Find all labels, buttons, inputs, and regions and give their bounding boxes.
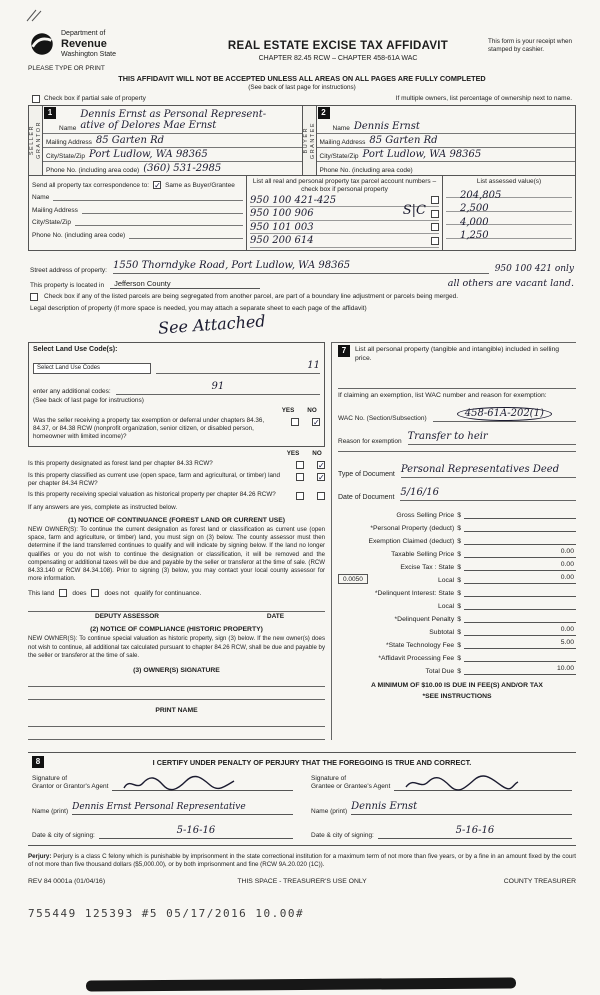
personal-property-deduct-value[interactable] [464, 522, 576, 532]
grantor-name-value: Dennis Ernst Personal Representative [72, 802, 246, 813]
assessed-value-4: 1,250 [460, 230, 489, 242]
located-in-label: This property is located in [30, 281, 105, 289]
q4-no-checkbox[interactable] [317, 492, 325, 500]
doc-type-label: Type of Document [338, 471, 395, 479]
grantor-sig-label: Signature of Grantor or Grantor's Agent [32, 774, 109, 790]
excise-tax-table [338, 506, 576, 675]
question-1-text: Was the seller receiving a property tax exemption or deferral under chapters 84.36, 84.37, or 84.38 RCW (nonprofit organization, senior citizen, or disabled person, homeowner with limited income)? [33, 416, 265, 441]
warning-line: THIS AFFIDAVIT WILL NOT BE ACCEPTED UNLESS ALL AREAS ON ALL PAGES ARE FULLY COMPLETED [118, 73, 486, 83]
grantor-signature-line[interactable] [112, 773, 293, 791]
buyer-band [303, 106, 317, 175]
parcel-1-personal-checkbox[interactable] [431, 196, 439, 204]
corr-phone-label: Phone No. (including area code) [32, 231, 126, 239]
see-instructions-note: *SEE INSTRUCTIONS [422, 692, 492, 700]
does-checkbox[interactable] [59, 589, 67, 597]
does-not-label: does not [104, 589, 130, 597]
money-row-total-due: Total Due $ 10.00 [425, 665, 574, 676]
grantee-sig-label: Signature of Grantee or Grantee's Agent [311, 774, 391, 790]
corr-city-input[interactable] [75, 217, 243, 226]
buyer-city-value: Port Ludlow, WA 98365 [362, 148, 482, 160]
agency-dept: Department of [61, 30, 106, 37]
parcel-annotation: S|C [402, 202, 426, 218]
money-row-exemption: Exemption Claimed (deduct) $ [338, 532, 576, 545]
mid-section [28, 176, 576, 251]
seller-address-label: Mailing Address [46, 138, 92, 146]
grantee-name-value: Dennis Ernst [351, 801, 418, 813]
notice2-title: (2) NOTICE OF COMPLIANCE (HISTORIC PROPERTY) [90, 626, 263, 634]
notice1-body: NEW OWNER(S): To continue the current designation as forest land or classification as current use (open space, farm and agriculture, or timber) land, you must sign on (3) below. The county assessor must then determine if the land transferred continues to qualify and will indicate by signing below. If the land no longer qualifies or you do not wish to continue the designation or classification, it will be removed and the compensating or additional taxes will be due and payable by the seller or transferor at the time of sale. (RCW 84.33.140 or RCW 84.34.108). Prior to signing (3) below, you may contact your local county assessor for more information. [28, 525, 325, 583]
no-header-1: NO [307, 406, 317, 414]
q1-yes-checkbox[interactable] [291, 418, 299, 426]
dollar-sign: $ [457, 655, 461, 663]
form-title: REAL ESTATE EXCISE TAX AFFIDAVIT [227, 40, 449, 52]
corr-name-input[interactable] [53, 192, 243, 201]
parcel-numbers-box [247, 176, 443, 250]
corr-city-label: City/State/Zip [32, 219, 72, 227]
seller-band-word2: GRANTOR [36, 121, 42, 160]
seller-band-word1: SELLER [29, 125, 35, 156]
print-name-line-1[interactable] [28, 714, 325, 727]
document-block [338, 451, 576, 501]
parcel-number-1: 950 100 421-425 [250, 194, 337, 206]
state-technology-fee-value: 5.00 [464, 639, 576, 649]
revenue-logo [28, 31, 56, 57]
receipt-note: This form is your receipt when stamped by cashier. [488, 38, 572, 54]
dollar-sign: $ [457, 616, 461, 624]
exemption-box [338, 388, 576, 445]
owner-signature-line-1[interactable] [28, 674, 325, 687]
chapter-line: CHAPTER 82.45 RCW – CHAPTER 458-61A WAC [258, 55, 418, 62]
dollar-sign: $ [457, 590, 461, 598]
same-as-buyer-checkbox[interactable]: ✓ [154, 180, 161, 190]
partial-sale-row [28, 95, 576, 103]
delinquent-penalty-value[interactable] [464, 613, 576, 623]
buyer-band-word1: BUYER [302, 127, 309, 154]
notice2-body: NEW OWNER(S): To continue special valuation as historic property, sign (3) below. If the new owner(s) does not wish to continue, all additional tax calculated pursuant to chapter 84.26 RCW, shall be due and payable by the seller or transferor at the time of sale. [28, 635, 325, 659]
excise-state-value: 0.00 [464, 561, 576, 571]
q1-no-checkbox[interactable]: ✓ [313, 417, 320, 427]
perjury-note [28, 853, 576, 870]
corr-address-label: Mailing Address [32, 206, 78, 214]
dollar-sign: $ [457, 577, 461, 585]
buyer-band-word2: GRANTEE [309, 121, 316, 159]
money-row-local-rate: 0.0050 Local $ 0.00 [338, 571, 576, 584]
parcel-numbers-header: List all real and personal property tax parcel account numbers – check box if personal property [252, 177, 437, 193]
perjury-bold: Perjury: [28, 853, 52, 861]
additional-codes-value: 91 [211, 380, 225, 392]
parcel-4-personal-checkbox[interactable] [431, 237, 439, 245]
question-4-text: Is this property receiving special valuation as historical property per chapter 84.26 RCW? [28, 490, 276, 498]
dollar-sign: $ [457, 629, 461, 637]
buyer-name-value: Dennis Ernst [353, 120, 420, 132]
dollar-sign: $ [457, 668, 461, 676]
pencil-mark [24, 8, 44, 24]
partial-sale-checkbox[interactable] [32, 95, 40, 103]
question-3-text: Is this property classified as current use (open space, farm and agricultural, or timber) land per chapter 84.34 RCW? [28, 471, 280, 487]
please-type-or-print: PLEASE TYPE OR PRINT [28, 64, 105, 72]
parcel-3-personal-checkbox[interactable] [431, 223, 439, 231]
certify-statement: I CERTIFY UNDER PENALTY OF PERJURY THAT THE FOREGOING IS TRUE AND CORRECT. [152, 757, 472, 767]
money-row-taxable: Taxable Selling Price $ 0.00 [391, 548, 574, 559]
assessed-values-box [443, 176, 575, 250]
dollar-sign: $ [457, 551, 461, 559]
no-header-2: NO [312, 449, 322, 457]
grantor-date-label: Date & city of signing: [32, 832, 95, 840]
owners-signature-title: (3) OWNER(S) SIGNATURE [133, 667, 220, 675]
does-not-checkbox[interactable] [91, 589, 99, 597]
buyer-address-value: 85 Garten Rd [369, 134, 438, 146]
dollar-sign: $ [457, 564, 461, 572]
certification-section [28, 752, 576, 846]
treasurer-space-label: THIS SPACE - TREASURER'S USE ONLY [237, 877, 367, 885]
seller-phone-value: (360) 531-2985 [143, 162, 222, 174]
segregated-checkbox[interactable] [30, 293, 38, 301]
deputy-date-label: DATE [266, 613, 285, 621]
local-rate-box: 0.0050 [338, 574, 368, 584]
money-row-tech-fee: *State Technology Fee $ 5.00 [385, 639, 574, 650]
select-land-use-label: Select Land Use Code(s): [33, 345, 118, 353]
grantor-signature [120, 775, 240, 793]
taxable-selling-price-value: 0.00 [464, 548, 576, 558]
parcel-2-personal-checkbox[interactable] [431, 210, 439, 218]
doc-date-label: Date of Document [338, 494, 395, 502]
dollar-sign: $ [457, 538, 461, 546]
assessed-value-3: 4,000 [460, 216, 489, 228]
assessed-value-2: 2,500 [460, 203, 489, 215]
grantee-date-value: 5-16-16 [455, 825, 495, 837]
seller-city-value: Port Ludlow, WA 98365 [89, 148, 208, 160]
parcel-number-4: 950 200 614 [250, 235, 314, 247]
dollar-sign: $ [457, 525, 461, 533]
corr-name-label: Name [32, 194, 50, 202]
reason-label: Reason for exemption [338, 438, 402, 446]
multiple-owners-label: If multiple owners, list percentage of ownership next to name. [395, 95, 572, 103]
money-row-excise-state: Excise Tax : State $ 0.00 [400, 561, 574, 572]
section-8-badge: 8 [32, 756, 44, 768]
seller-city-label: City/State/Zip [46, 152, 86, 160]
wac-label: WAC No. (Section/Subsection) [338, 415, 427, 423]
personal-property-blank[interactable] [338, 363, 576, 385]
grantee-signature-line[interactable] [394, 773, 572, 791]
q3-no-checkbox[interactable]: ✓ [318, 472, 325, 482]
does-label: does [72, 589, 87, 597]
buyer-box [302, 106, 576, 175]
q3-yes-checkbox[interactable] [296, 473, 304, 481]
exemption-claimed-value[interactable] [464, 535, 576, 545]
legal-description-value: See Attached [157, 311, 267, 338]
buyer-name-label: Name [332, 124, 350, 132]
grantor-signature-block [32, 773, 293, 839]
section-7-column [332, 342, 576, 740]
cashier-stamp: 755449 125393 #5 05/17/2016 10.00# [28, 906, 305, 920]
corr-address-input[interactable] [82, 205, 243, 214]
same-as-buyer-label: Same as Buyer/Grantee [165, 181, 235, 189]
this-land-label: This land [28, 589, 55, 597]
located-county-value: Jefferson County [110, 279, 260, 289]
reason-value: Transfer to heir [407, 431, 488, 443]
wac-value: 458-61A-202(1) [457, 407, 552, 421]
segregated-label: Check box if any of the listed parcels are being segregated from another parcel, are part of a boundary line adjustment or parcels being merged. [44, 293, 459, 301]
land-use-code-value: 11 [307, 359, 320, 371]
agency-name: Revenue [61, 38, 107, 51]
footer-row [28, 878, 576, 885]
money-row-delinq-interest-state: *Delinquent Interest: State $ [338, 584, 576, 597]
assessed-value-1: 204,805 [460, 189, 502, 201]
grantor-date-value: 5-16-16 [176, 825, 216, 837]
yes-header-1: YES [281, 406, 295, 414]
deputy-assessor-label: DEPUTY ASSESSOR [95, 613, 159, 621]
parcel-number-3: 950 101 003 [250, 221, 314, 233]
dollar-sign: $ [457, 512, 461, 520]
assessed-values-header: List assessed value(s) [476, 177, 542, 185]
seller-box [29, 106, 302, 175]
seller-phone-label: Phone No. (including area code) [46, 166, 140, 174]
affidavit-processing-fee-value[interactable] [464, 652, 576, 662]
seller-name-value: Dennis Ernst as Personal Represent- ative of Delores Mae Ernst [80, 108, 267, 132]
q2-yes-checkbox[interactable] [296, 461, 304, 469]
scan-artifact-bar [86, 977, 516, 991]
buyer-phone-label: Phone No. (including area code) [319, 166, 413, 174]
yes-header-2: YES [286, 449, 300, 457]
dollar-sign: $ [457, 603, 461, 611]
money-row-gross: Gross Selling Price $ [338, 506, 576, 519]
grantee-signature-block [311, 773, 572, 839]
street-address-note: 950 100 421 only [494, 263, 574, 274]
question-2-text: Is this property designated as forest land per chapter 84.33 RCW? [28, 459, 213, 467]
correspondence-box [29, 176, 247, 250]
perjury-text: Perjury is a class C felony which is punishable by imprisonment in the state correctional institution for a maximum term of not more than five years, or by a fine in an amount fixed by the court of not more than five thousand dollars ($5,000.00), or by both imprisonment and fine (RCW 9A.20.020 (1C)). [28, 853, 576, 869]
subtotal-value: 0.00 [464, 626, 576, 636]
land-use-column [28, 342, 332, 740]
total-due-value: 10.00 [464, 665, 576, 675]
exemption-intro: If claiming an exemption, list WAC number and reason for exemption: [338, 392, 547, 400]
land-use-box [28, 342, 325, 447]
grantee-date-label: Date & city of signing: [311, 832, 374, 840]
notice1-title: (1) NOTICE OF CONTINUANCE (FOREST LAND OR CURRENT USE) [67, 516, 286, 524]
land-use-see-back: (See back of last page for instructions) [33, 396, 144, 404]
street-address-label: Street address of property: [30, 266, 107, 274]
agency-state: Washington State [61, 50, 116, 58]
additional-codes-label: enter any additional codes: [33, 387, 111, 395]
minimum-note: A MINIMUM OF $10.00 IS DUE IN FEE(S) AND/OR TAX [371, 682, 543, 690]
money-row-delinq-penalty: *Delinquent Penalty $ [338, 610, 576, 623]
parcel-number-2: 950 100 906 [250, 208, 314, 220]
print-name-title: PRINT NAME [155, 707, 198, 715]
grantee-name-label: Name (print) [311, 808, 348, 816]
excise-local-value: 0.00 [464, 574, 576, 584]
money-row-delinq-interest-local: Local $ [338, 597, 576, 610]
buyer-city-label: City/State/Zip [319, 152, 359, 160]
see-back-note: (See back of last page for instructions) [248, 83, 356, 91]
money-row-affidavit-fee: *Affidavit Processing Fee $ [338, 649, 576, 662]
q2-no-checkbox[interactable]: ✓ [318, 460, 325, 470]
qualify-label: qualify for continuance. [134, 589, 202, 597]
money-row-personal: *Personal Property (deduct) $ [338, 519, 576, 532]
section-7-badge: 7 [338, 345, 350, 357]
print-name-line-2[interactable] [28, 727, 325, 740]
owner-signature-line-2[interactable] [28, 687, 325, 700]
buyer-address-label: Mailing Address [319, 138, 366, 146]
seller-name-label: Name [59, 124, 77, 132]
personal-property-label: List all personal property (tangible and intangible) included in selling price. [355, 345, 560, 363]
rev-number: REV 84 0001a (01/04/16) [28, 877, 106, 885]
corr-phone-input[interactable] [129, 230, 243, 239]
partial-sale-label: Check box if partial sale of property [44, 95, 146, 103]
section-1-badge: 1 [44, 107, 56, 119]
if-yes-note: If any answers are yes, complete as instructed below. [28, 503, 178, 511]
send-correspondence-label: Send all property tax correspondence to: [32, 181, 150, 189]
money-row-subtotal: Subtotal $ 0.00 [429, 626, 574, 637]
seller-address-value: 85 Garten Rd [95, 134, 165, 146]
dollar-sign: $ [457, 642, 461, 650]
grantee-signature [402, 775, 522, 793]
parties-section [28, 105, 576, 176]
grantor-name-label: Name (print) [32, 808, 69, 816]
located-note: all others are vacant land. [447, 277, 574, 289]
form-header [28, 30, 576, 72]
county-treasurer-label: COUNTY TREASURER [503, 877, 577, 885]
street-address-value: 1550 Thorndyke Road, Port Ludlow, WA 98365 [112, 259, 351, 271]
seller-band [29, 106, 43, 175]
section-2-badge: 2 [318, 107, 330, 119]
land-use-dropdown[interactable]: Select Land Use Codes [33, 363, 151, 374]
delinquent-interest-local-value[interactable] [464, 600, 576, 610]
doc-type-value: Personal Representatives Deed [400, 464, 560, 476]
doc-date-value: 5/16/16 [400, 487, 439, 499]
legal-description-label: Legal description of property (if more space is needed, you may attach a separate sheet to each page of the affidavit) [30, 304, 367, 312]
delinquent-interest-state-value[interactable] [464, 587, 576, 597]
q4-yes-checkbox[interactable] [296, 492, 304, 500]
gross-selling-price-value[interactable] [464, 509, 576, 519]
